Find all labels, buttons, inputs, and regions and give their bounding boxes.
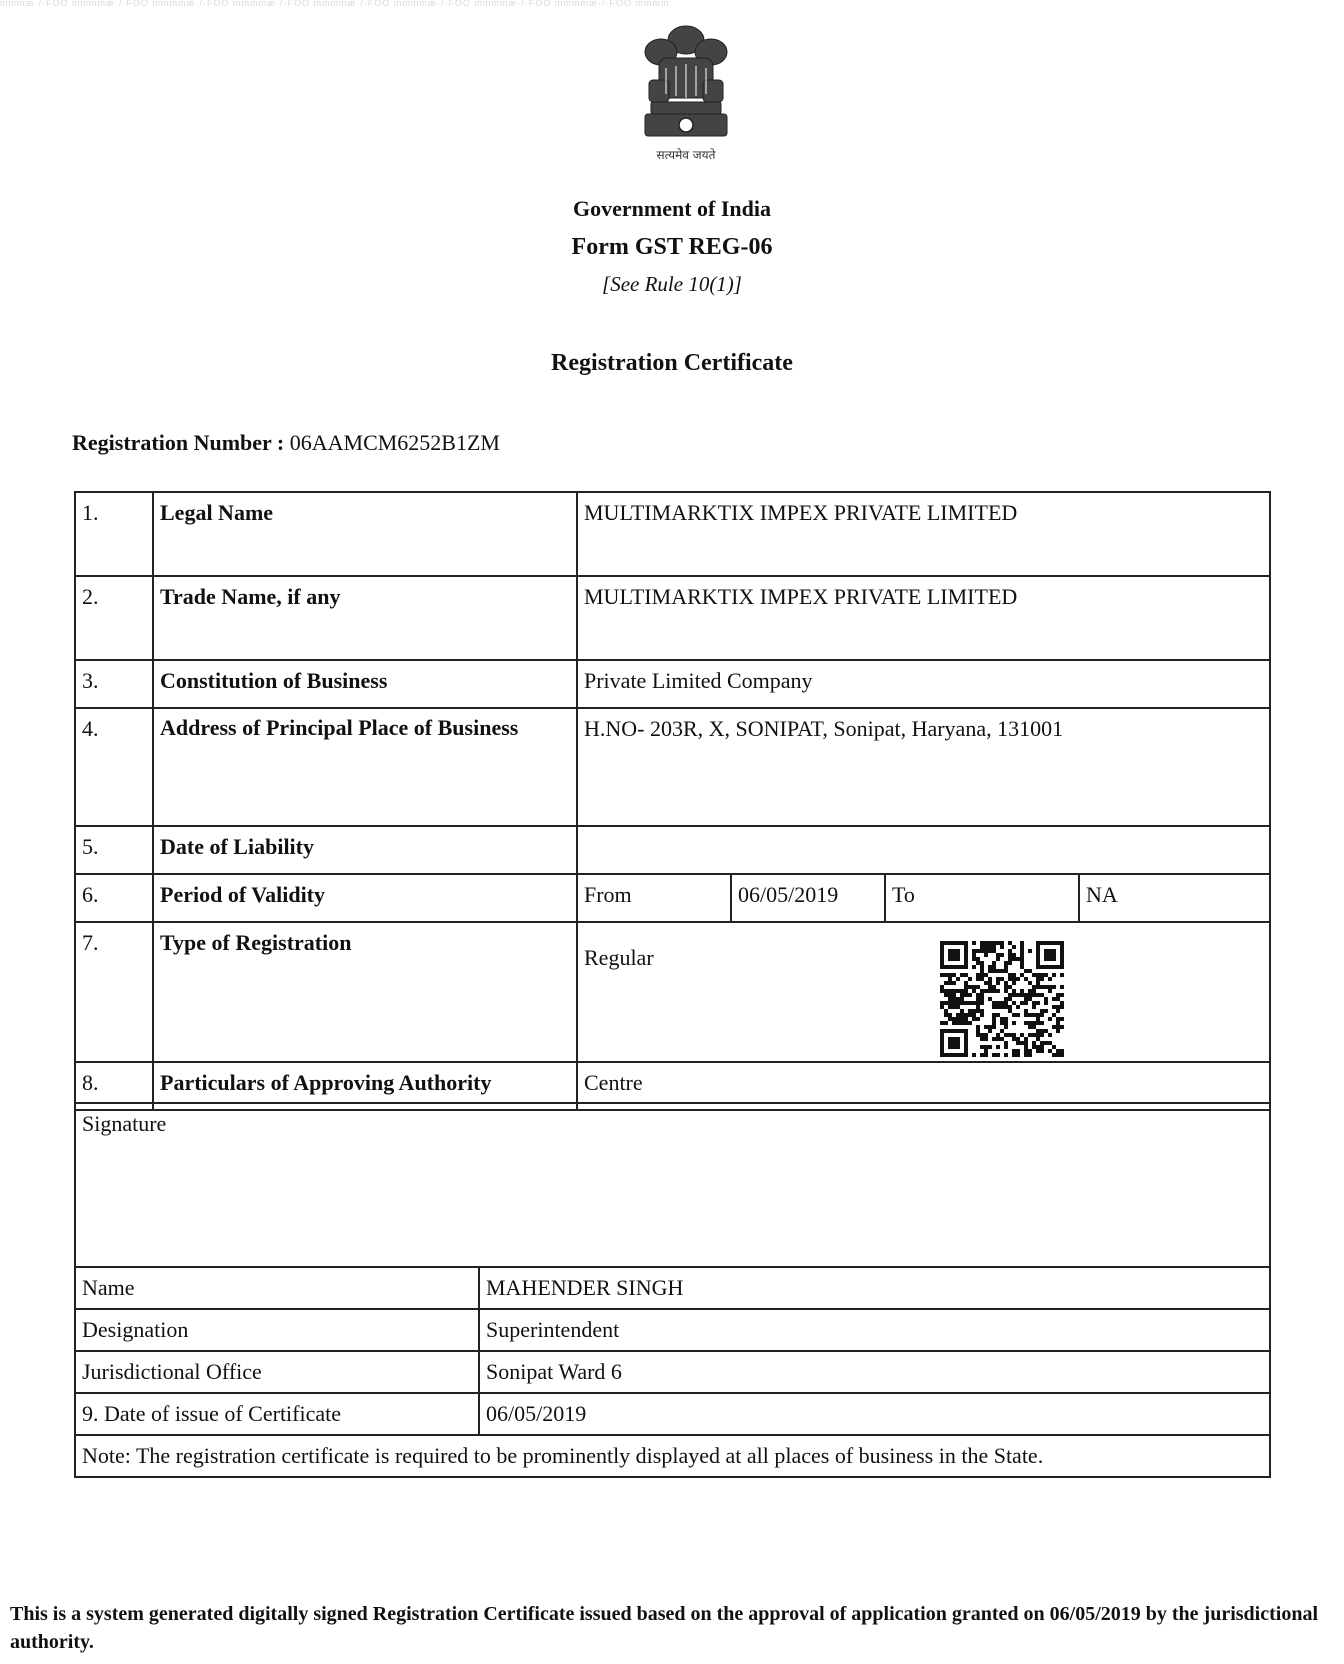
- issue-date-value: 06/05/2019: [479, 1393, 1270, 1435]
- table-row: [75, 1393, 1270, 1435]
- row-label: Date of Liability: [153, 826, 577, 874]
- table-row: [75, 1435, 1270, 1477]
- signatory-name-value: MAHENDER SINGH: [479, 1267, 1270, 1309]
- rule-reference: [See Rule 10(1)]: [602, 272, 742, 296]
- table-row: [75, 660, 1270, 708]
- table-row: [75, 708, 1270, 826]
- emblem-motto: सत्यमेव जयते: [656, 148, 716, 162]
- row-number: 8.: [75, 1062, 153, 1110]
- row-value: MULTIMARKTIX IMPEX PRIVATE LIMITED: [577, 576, 1270, 660]
- table-row: [75, 1309, 1270, 1351]
- row-label: Particulars of Approving Authority: [153, 1062, 577, 1110]
- certificate-details-table: [74, 491, 1271, 1111]
- watermark-strip: mmmæ·/·FOO mmmmæ·/·FOO mmmmæ·/·FOO mmmmæ·/·FOO mmmmæ·/·FOO mmmmæ·/·FOO mmmmæ·/·FOO mmmmæ·/·FOO mmmm: [0, 0, 670, 6]
- row-number: 4.: [75, 708, 153, 826]
- table-row: [75, 492, 1270, 576]
- national-emblem: [621, 18, 751, 163]
- designation-value: Superintendent: [479, 1309, 1270, 1351]
- row-label: Period of Validity: [153, 874, 577, 922]
- jurisdictional-office-label: Jurisdictional Office: [75, 1351, 479, 1393]
- row-label: Trade Name, if any: [153, 576, 577, 660]
- row-number: 3.: [75, 660, 153, 708]
- jurisdictional-office-value: Sonipat Ward 6: [479, 1351, 1270, 1393]
- validity-from-value: 06/05/2019: [731, 874, 885, 922]
- row-value-cell: [577, 922, 1270, 1062]
- emblem-icon: [621, 18, 751, 143]
- row-value: H.NO- 203R, X, SONIPAT, Sonipat, Haryana, 131001: [577, 708, 1270, 826]
- row-value: Regular: [584, 945, 654, 970]
- display-note: Note: The registration certificate is required to be prominently displayed at all places of business in the State.: [75, 1435, 1270, 1477]
- signature-row: [75, 1103, 1270, 1267]
- qr-code-icon: [940, 941, 1064, 1057]
- table-row: [75, 1267, 1270, 1309]
- row-value: [577, 826, 1270, 874]
- row-number: 5.: [75, 826, 153, 874]
- designation-label: Designation: [75, 1309, 479, 1351]
- system-generated-note: This is a system generated digitally signed Registration Certificate issued based on the approval of application granted on 06/05/2019 by the jurisdictional authority.: [10, 1603, 1318, 1653]
- qr-code: [940, 941, 1064, 1057]
- table-row: [75, 874, 1270, 922]
- validity-to-value: NA: [1079, 874, 1270, 922]
- row-number: 2.: [75, 576, 153, 660]
- row-number: 1.: [75, 492, 153, 576]
- signatory-name-label: Name: [75, 1267, 479, 1309]
- row-number: 6.: [75, 874, 153, 922]
- form-heading: Form GST REG-06: [571, 234, 773, 260]
- row-label: Type of Registration: [153, 922, 577, 1062]
- certificate-title: Registration Certificate: [551, 350, 793, 376]
- row-label: Address of Principal Place of Business: [153, 708, 577, 826]
- row-label: Constitution of Business: [153, 660, 577, 708]
- row-value: Centre: [577, 1062, 1270, 1110]
- validity-to-label: To: [885, 874, 1079, 922]
- registration-number-value: 06AAMCM6252B1ZM: [289, 430, 500, 455]
- table-row: [75, 922, 1270, 1062]
- table-row: [75, 1351, 1270, 1393]
- registration-number-label: Registration Number :: [72, 430, 285, 455]
- row-value: MULTIMARKTIX IMPEX PRIVATE LIMITED: [577, 492, 1270, 576]
- table-row: [75, 826, 1270, 874]
- issue-date-label: 9. Date of issue of Certificate: [75, 1393, 479, 1435]
- table-row: [75, 576, 1270, 660]
- signature-table: [74, 1102, 1271, 1478]
- row-label: Legal Name: [153, 492, 577, 576]
- registration-number: [72, 430, 500, 456]
- signature-label: Signature: [75, 1103, 1270, 1267]
- government-heading: Government of India: [573, 196, 771, 221]
- validity-from-label: From: [577, 874, 731, 922]
- row-value: Private Limited Company: [577, 660, 1270, 708]
- row-number: 7.: [75, 922, 153, 1062]
